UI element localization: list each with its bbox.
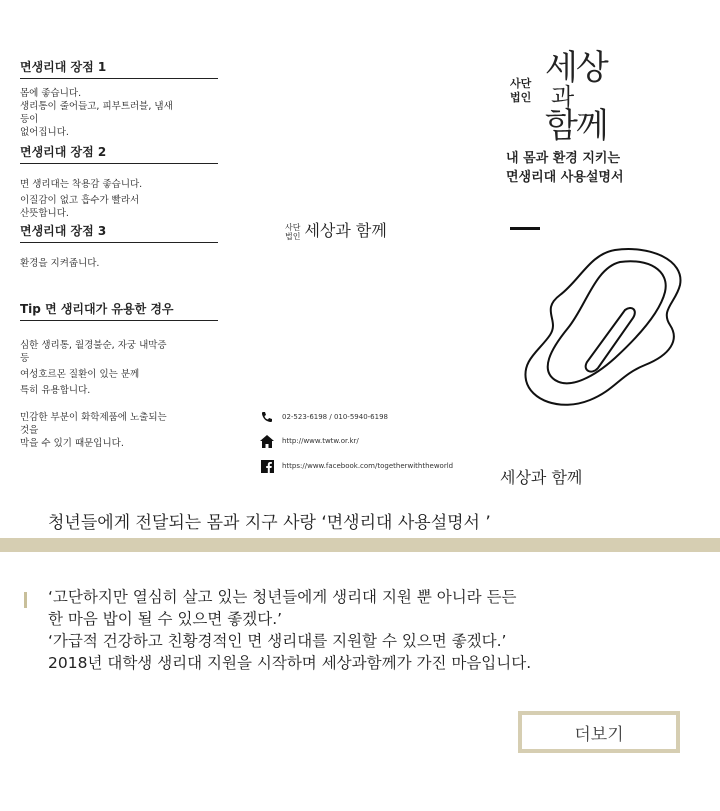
facebook-icon — [260, 459, 274, 473]
section-line: 등이 — [20, 114, 39, 125]
quote-line: ‘가급적 건강하고 친황경적인 면 생리대를 지원할 수 있으면 좋겠다.’ — [48, 632, 507, 650]
brand-logo-inline: 사단 법인 세상과 함께 — [285, 221, 387, 241]
phone-icon — [260, 410, 274, 424]
divider-dash — [510, 227, 540, 230]
section-line: 환경을 지켜줍니다. — [20, 258, 100, 269]
quote-line: 한 마음 밥이 될 수 있으면 좋겠다.’ — [48, 610, 283, 628]
home-icon — [260, 434, 274, 448]
brand-logo: 세상 과 함께 — [545, 48, 607, 146]
section-heading: 면생리대 장점 3 — [20, 222, 218, 243]
brochure-left-column — [20, 58, 218, 450]
quote-line: 2018년 대학생 생리대 지원을 시작하며 세상과함께가 가진 마음입니다. — [48, 654, 532, 672]
section-heading: 면생리대 장점 1 — [20, 58, 218, 79]
section-1 — [20, 58, 218, 139]
section-line: 등 — [20, 353, 30, 364]
section-line: 없어집니다. — [20, 127, 69, 138]
quote-block — [24, 586, 704, 674]
more-button[interactable]: 더보기 — [518, 711, 680, 753]
section-line: 산뜻합니다. — [20, 208, 69, 219]
quote-line: ‘고단하지만 열심히 살고 있는 청년들에게 생리대 지원 뿐 아니라 든든 — [48, 588, 517, 606]
logo-org-type: 사단 법인 — [510, 77, 532, 104]
brand-logo-footer: 세상과 함께 — [500, 468, 583, 487]
section-line: 여성호르몬 질환이 있는 분께 — [20, 369, 140, 380]
gold-divider — [0, 538, 720, 552]
section-line: 이질감이 없고 흡수가 빨라서 — [20, 195, 140, 206]
section-line: 것을 — [20, 425, 39, 436]
section-heading: 면생리대 장점 2 — [20, 143, 218, 164]
cotton-pad-illustration — [520, 240, 700, 415]
section-line: 특히 유용합니다. — [20, 385, 91, 396]
section-line: 막을 수 있기 때문입니다. — [20, 438, 124, 449]
section-headline: 청년들에게 전달되는 몸과 지구 사랑 ‘면생리대 사용설명서 ’ — [48, 513, 491, 533]
section-2 — [20, 143, 218, 220]
section-line: 심한 생리통, 월경불순, 자궁 내막증 — [20, 340, 167, 351]
contact-facebook: https://www.facebook.com/togetherwiththeworld — [260, 459, 453, 473]
section-line: 몸에 좋습니다. — [20, 88, 82, 99]
brochure-title: 내 몸과 환경 지키는 면생리대 사용설명서 — [506, 151, 624, 185]
quote-bar — [24, 592, 27, 608]
section-line: 민감한 부분이 화학제품에 노출되는 — [20, 412, 167, 423]
section-line: 생리통이 줄어들고, 피부트러블, 냄새 — [20, 101, 173, 112]
section-heading: Tip 면 생리대가 유용한 경우 — [20, 300, 218, 321]
section-line: 면 생리대는 착용감 좋습니다. — [20, 179, 143, 190]
contact-phone: 02-523-6198 / 010-5940-6198 — [260, 410, 388, 424]
section-tip — [20, 300, 218, 450]
section-3 — [20, 222, 218, 270]
contact-website: http://www.twtw.or.kr/ — [260, 434, 359, 448]
